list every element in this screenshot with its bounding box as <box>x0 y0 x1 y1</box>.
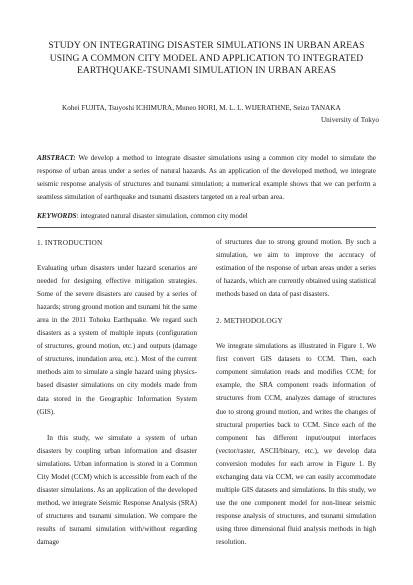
introduction-continuation: of structures due to strong ground motion. By such a simulation, we aim to improve the accuracy of estimation of the response of urban areas under a series of hazards, which are currently obtained using statistical methods based on data of past disasters. <box>216 238 376 299</box>
paper-title <box>20 40 393 78</box>
title-line: EARTHQUAKE-TSUNAMI SIMULATION IN URBAN AREAS <box>76 65 337 76</box>
title-line: USING A COMMON CITY MODEL AND APPLICATION TO INTEGRATED <box>49 52 364 64</box>
abstract-label: ABSTRACT: <box>37 154 76 162</box>
introduction-paragraph: Evaluating urban disasters under hazard scenarios are needed for designing effective mitigation strategies. Some of the severe disasters are caused by a series of hazards; strong ground motion and tsunami hit the same area in the 2011 Tohoku Earthquake. We regard such disasters as a system of multiple inputs (configuration of structures, ground motion, etc.) and outputs (damage of structures, inundation area, etc.). Most of the current methods aim to simulate a single hazard using physics-based disaster simulations on city models made from data stored in the Geographic Information System (GIS). <box>37 264 197 416</box>
methodology-paragraph: We integrate simulations as illustrated in Figure 1. We first convert GIS datasets to CCM. Then, each component simulation reads and modifies CCM; for example, the SRA component reads information of structures from CCM, analyzes damage of structures due to strong ground motion, and writes the changes of structural properties back to CCM. Since each of the component has different input/output interfaces (vector/raster, ASCII/binary, etc.), we develop data conversion modules for each arrow in Figure 1. By exchanging data via CCM, we can easily accommodate multiple GIS datasets and simulations. In this study, we use the one component model for non-linear seismic response analysis of structures, and tsunami simulation using three dimensional fluid analysis methods in high resolution. <box>216 342 376 546</box>
section-divider <box>37 227 376 228</box>
abstract-text: We develop a method to integrate disaster simulations using a common city model to simulate the response of urban areas under a series of natural hazards. As an application of the developed method, we integrate seismic response analysis of structures and tsunami simulation; a numerical example shows that we can perform a seamless simulation of earthquake and tsunami disasters targeted on a real urban area. <box>37 154 376 201</box>
right-column <box>216 236 376 549</box>
left-column <box>37 236 197 549</box>
introduction-heading: 1. INTRODUCTION <box>37 238 103 247</box>
title-line: STUDY ON INTEGRATING DISASTER SIMULATIONS IN URBAN AREAS <box>48 40 365 51</box>
abstract <box>37 152 376 204</box>
keywords-text: : integrated natural disaster simulation, common city model <box>76 212 248 220</box>
affiliation: University of Tokyo <box>320 116 379 124</box>
introduction-paragraph: In this study, we simulate a system of urban disasters by coupling urban information and disaster simulations. Urban information is stored in a Common City Model (CCM) which is accessible from each of the disaster simulations. As an application of the developed method, we integrate Seismic Response Analysis (SRA) of structures and tsunami simulation. We compare the results of tsunami simulation with/without regarding damage <box>37 433 197 546</box>
keywords <box>37 212 376 221</box>
methodology-heading: 2. METHODOLOGY <box>216 316 283 326</box>
author-list: Kohei FUJITA, Tsuyoshi ICHIMURA, Muneo HORI, M. L. L. WIJERATHNE, Seizo TANAKA <box>62 104 341 112</box>
keywords-label: KEYWORDS <box>37 212 77 220</box>
